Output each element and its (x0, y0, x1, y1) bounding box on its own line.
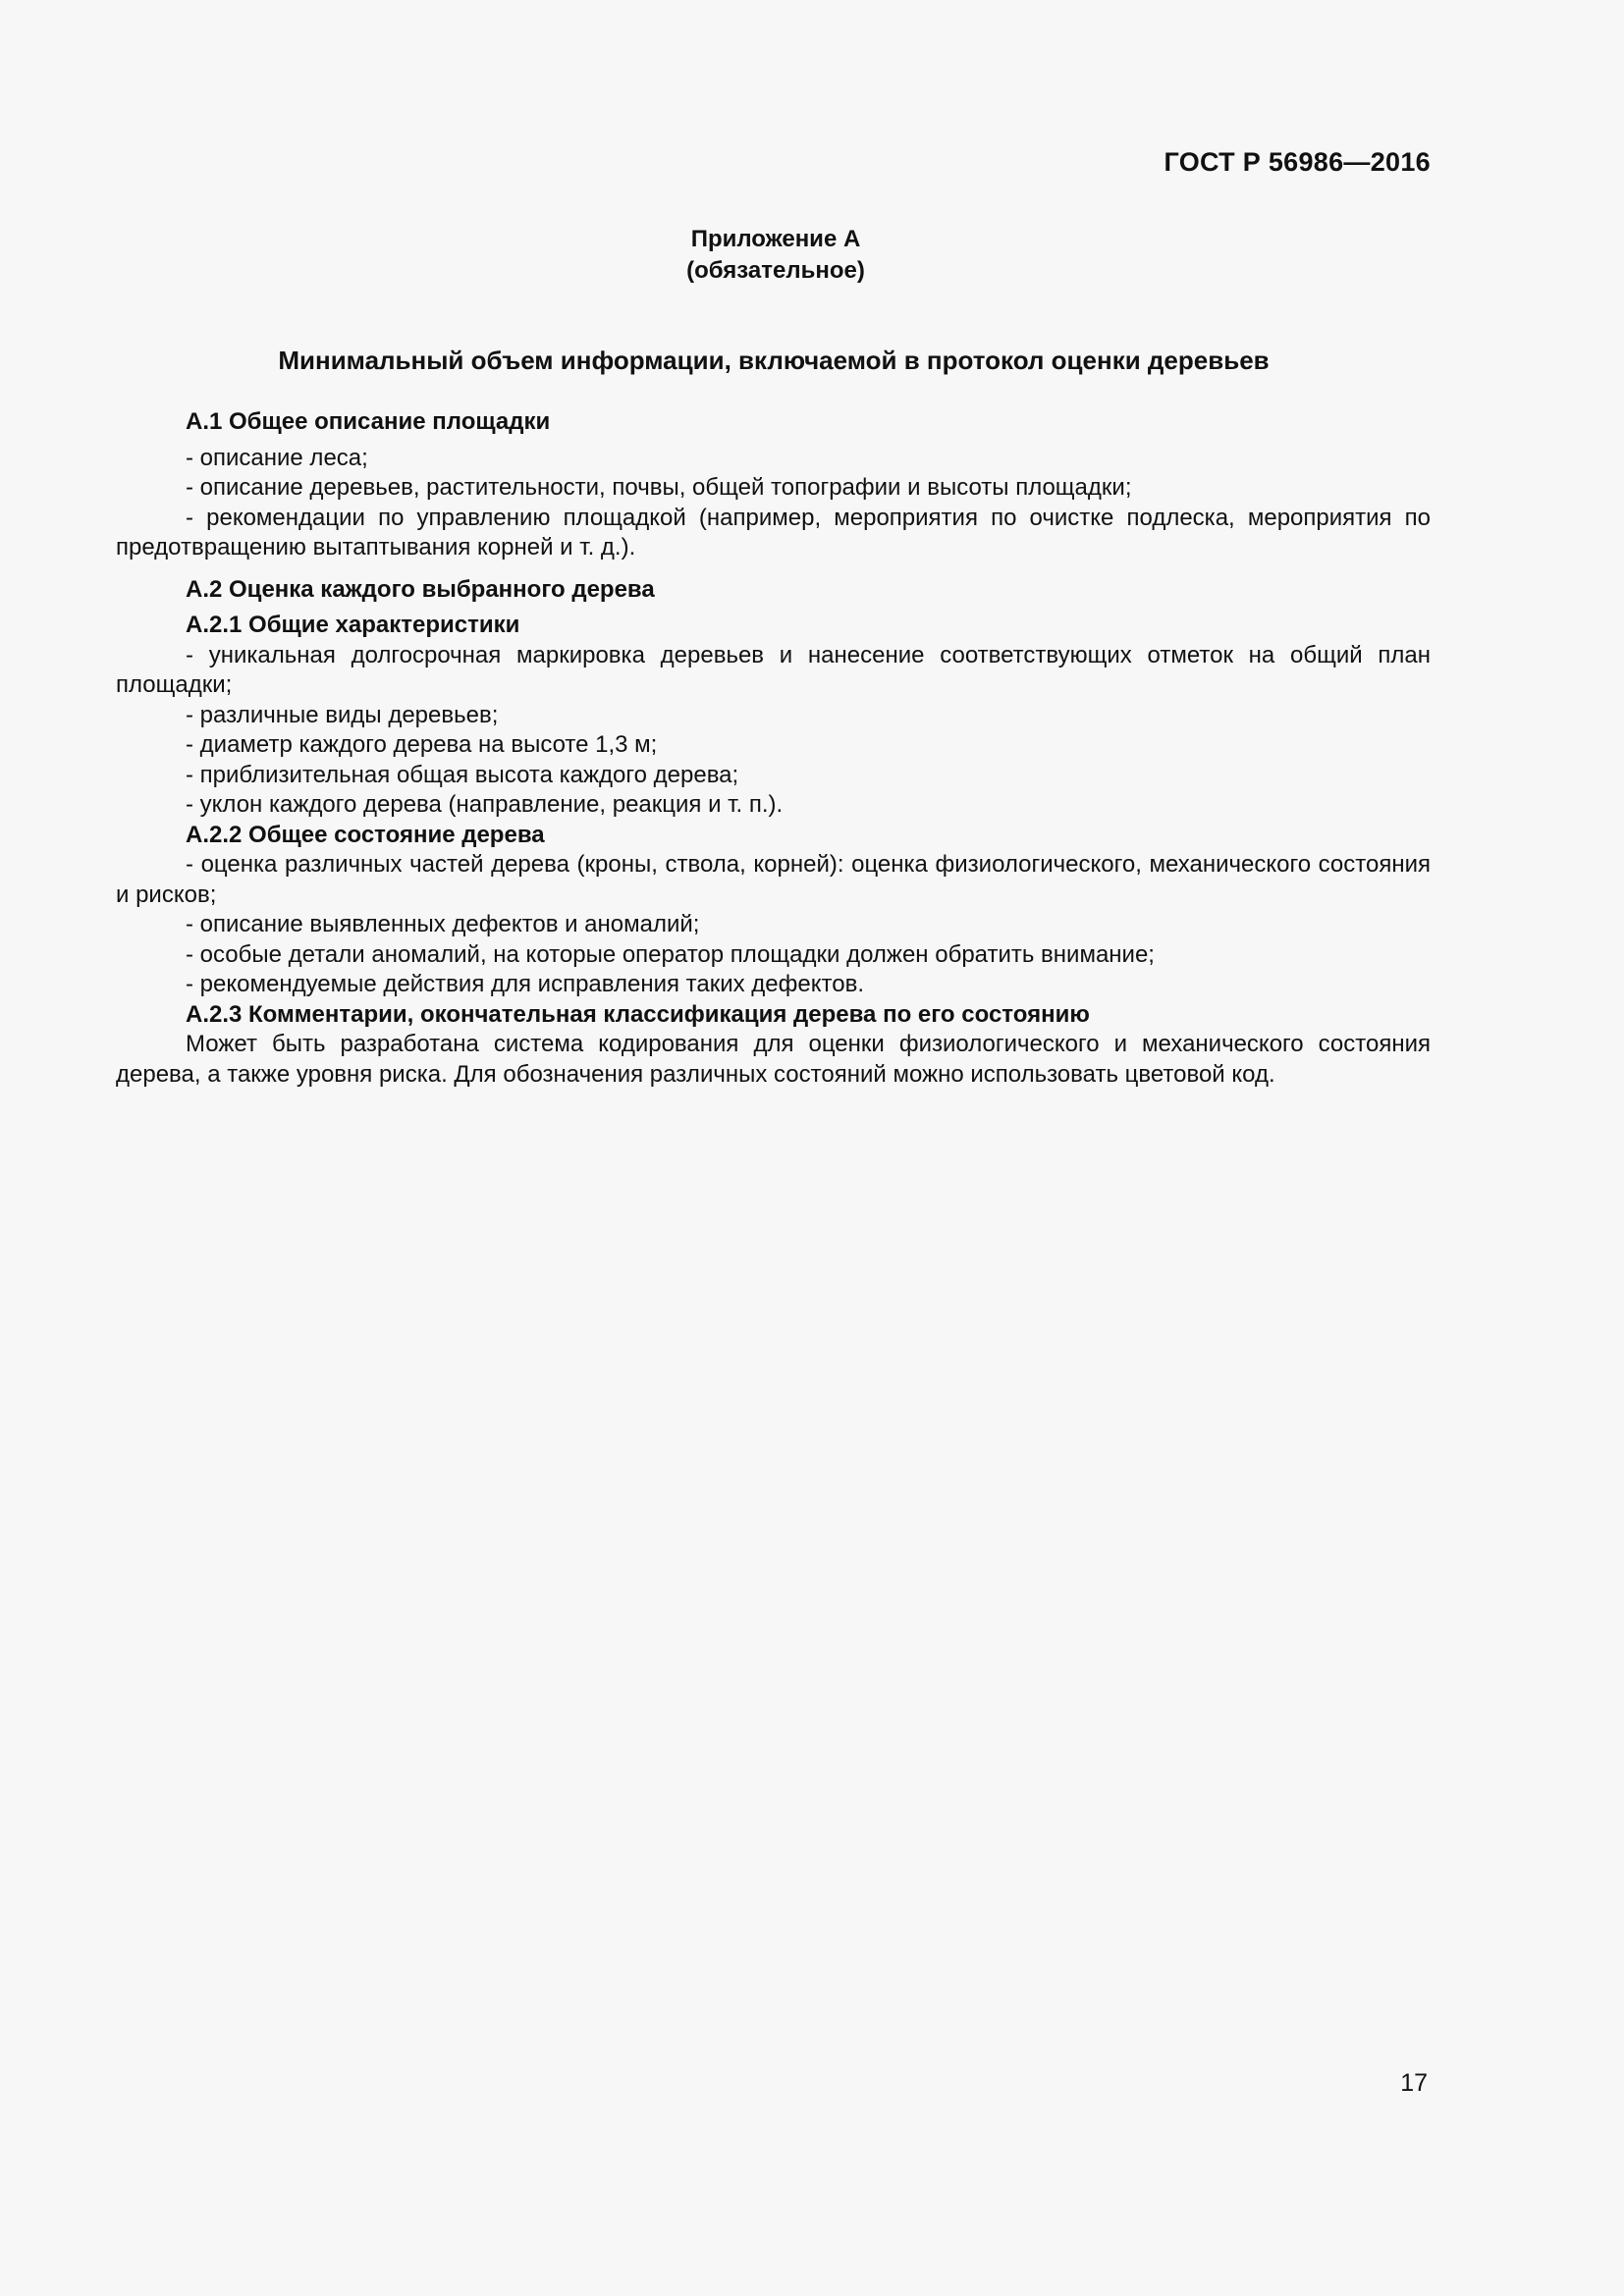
section-heading-a1: А.1 Общее описание площадки (186, 408, 551, 435)
list-item: - приблизительная общая высота каждого дерева; (186, 761, 739, 788)
list-item: - описание выявленных дефектов и аномалий; (186, 911, 700, 937)
list-item: - описание леса; (186, 444, 368, 471)
section-heading-a22: А.2.2 Общее состояние дерева (186, 821, 545, 848)
section-heading-a21: А.2.1 Общие характеристики (186, 612, 520, 638)
list-item: - рекомендуемые действия для исправления таких дефектов. (186, 971, 864, 997)
document-body (116, 407, 1431, 1090)
page-number: 17 (1400, 2069, 1428, 2097)
list-item: - оценка различных частей дерева (кроны, ствола, корней): оценка физиологического, механического состояния и рисков; (116, 851, 1431, 908)
appendix-heading (579, 224, 972, 287)
section-heading-a2: А.2 Оценка каждого выбранного дерева (186, 575, 655, 603)
list-item: - рекомендации по управлению площадкой (например, мероприятия по очистке подлеска, мероприятия по предотвращению вытаптывания корней и т. д.). (116, 504, 1431, 561)
appendix-title: Приложение А (690, 226, 861, 252)
list-item: - описание деревьев, растительности, почвы, общей топографии и высоты площадки; (186, 474, 1132, 501)
section-paragraph-a23: Может быть разработана система кодирования для оценки физиологического и механического состояния дерева, а также уровня риска. Для обозначения различных состояний можно использовать цветовой код. (116, 1031, 1431, 1088)
list-item: - диаметр каждого дерева на высоте 1,3 м; (186, 731, 658, 758)
document-title: Минимальный объем информации, включаемой в протокол оценки деревьев (278, 346, 1270, 375)
document-code: ГОСТ Р 56986—2016 (1164, 147, 1431, 177)
list-item: - уникальная долгосрочная маркировка деревьев и нанесение соответствующих отметок на общий план площадки; (116, 641, 1431, 698)
appendix-status: (обязательное) (686, 257, 865, 284)
section-heading-a23: А.2.3 Комментарии, окончательная классификация дерева по его состоянию (186, 1000, 1090, 1028)
list-item: - особые детали аномалий, на которые оператор площадки должен обратить внимание; (186, 940, 1155, 968)
list-item: - уклон каждого дерева (направление, реакция и т. п.). (186, 791, 784, 818)
list-item: - различные виды деревьев; (186, 701, 499, 728)
